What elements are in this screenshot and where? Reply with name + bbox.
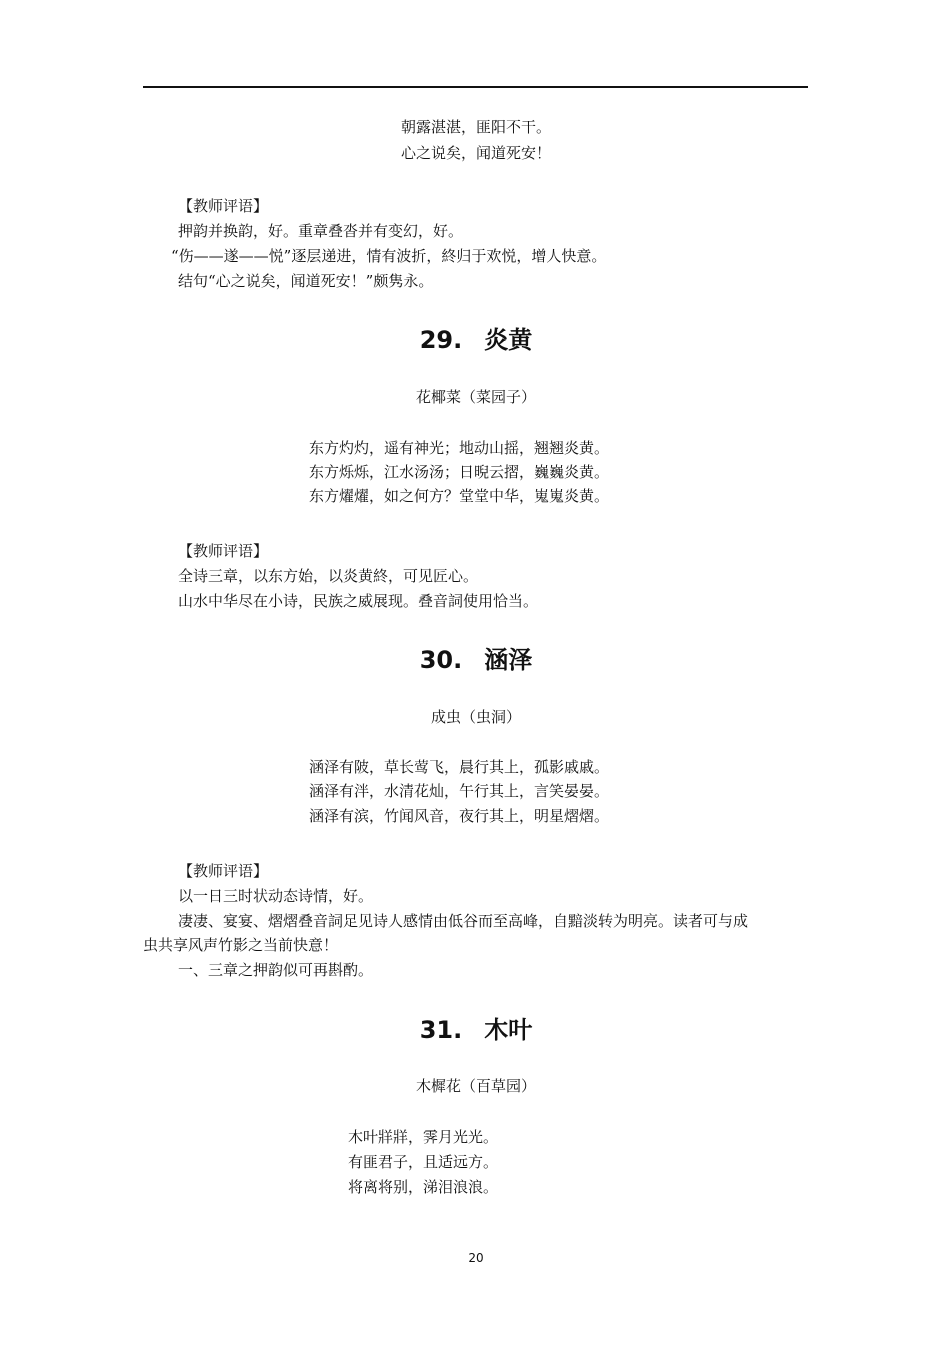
comment-line: 虫共享风声竹影之当前快意！ [143,936,339,954]
page-number: 20 [468,1251,484,1265]
poem-line: 木叶牂牂，霁月光光。 [348,1128,499,1146]
poem-line: 东方灼灼，遥有神光；地动山摇，翘翘炎黄。 [309,439,610,457]
section-heading [0,645,952,675]
section-number: 30. [419,646,463,674]
comment-label: 【教师评语】 [178,862,269,880]
comment-line: 一、三章之押韵似可再斟酌。 [178,961,374,979]
poem-author: 木樨花（百草园） [415,1077,536,1095]
poem-line: 心之说矣，闻道死安！ [400,144,551,162]
poem-author: 花椰菜（菜园子） [415,388,536,406]
section-number: 31. [419,1016,463,1044]
comment-line: “伤——遂——悦”逐层递进，情有波折，終归于欢悦，增人快意。 [171,247,607,265]
comment-line: 凄凄、宴宴、熠熠叠音詞足见诗人感情由低谷而至高峰，自黯淡转为明亮。读者可与成 [178,912,749,930]
comment-line: 全诗三章，以东方始，以炎黄終，可见匠心。 [178,567,479,585]
comment-line: 山水中华尽在小诗，民族之威展现。叠音詞使用恰当。 [178,592,539,610]
section-number: 29. [419,326,463,354]
header-rule [143,86,808,88]
section-title: 炎黄 [484,325,533,354]
poem-line: 有匪君子，且适远方。 [348,1153,499,1171]
poem-line: 涵泽有泮，水清花灿，午行其上，言笑晏晏。 [309,782,610,800]
section-title: 涵泽 [484,645,533,674]
poem-author: 成虫（虫洞） [430,708,521,726]
poem-line: 涵泽有滨，竹闻风音，夜行其上，明星熠熠。 [309,807,610,825]
section-heading [0,1015,952,1045]
poem-line: 朝露湛湛，匪阳不干。 [400,118,551,136]
poem-line: 将离将别，涕泪浪浪。 [348,1178,499,1196]
poem-line: 东方烁烁，江水汤汤；日晲云摺，巍巍炎黄。 [309,463,610,481]
comment-label: 【教师评语】 [178,542,269,560]
comment-line: 结句“心之说矣，闻道死安！”颇隽永。 [178,272,434,290]
section-heading [0,325,952,355]
comment-line: 以一日三时状动态诗情，好。 [178,887,374,905]
comment-label: 【教师评语】 [178,197,269,215]
section-title: 木叶 [484,1015,533,1044]
poem-line: 涵泽有陂，草长莺飞，晨行其上，孤影戚戚。 [309,758,610,776]
poem-line: 东方燿燿，如之何方？堂堂中华，嵬嵬炎黄。 [309,487,610,505]
comment-line: 押韵并换韵，好。重章叠沓并有变幻，好。 [178,222,464,240]
